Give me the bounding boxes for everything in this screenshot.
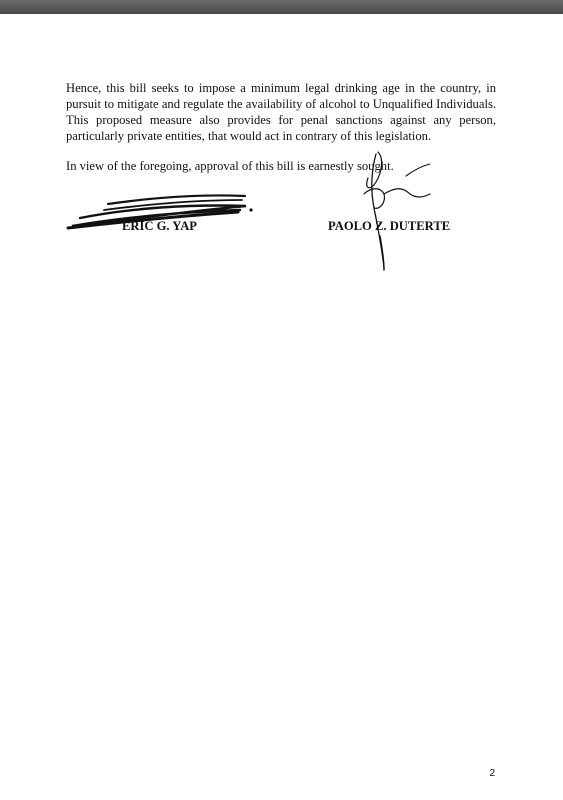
signatory-name-2: PAOLO Z. DUTERTE bbox=[328, 219, 451, 233]
viewer-top-bar bbox=[0, 0, 563, 14]
paragraph-closing-request: In view of the foregoing, approval of this bill is earnestly sought. bbox=[66, 159, 394, 173]
signatory-name-1: ERIC G. YAP bbox=[122, 219, 197, 233]
paragraph-explanatory-note: Hence, this bill seeks to impose a minimum legal drinking age in the country, in pursuit to mitigate and regulate the availability of alcohol to Unqualified Individuals. This proposed measure also provides for penal sanctions against any person, particularly private entities, that would act in contrary of this legislation. bbox=[66, 81, 496, 143]
signature-paolo-duterte bbox=[350, 148, 440, 273]
page-number: 2 bbox=[489, 768, 495, 779]
